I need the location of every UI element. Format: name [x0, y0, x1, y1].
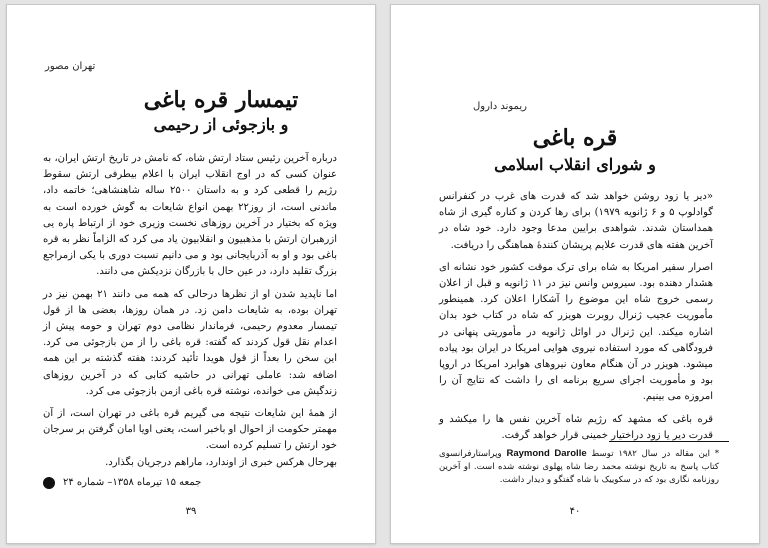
left-paragraph-2: اما ناپدید شدن او از نظرها درحالی که همه می دانند ۲۱ بهمن نیز در تهران بوده، به شایعات دامن زد. در همان روزها، بعضی ها از قول تیمسار معدوم رحیمی، فرماندار نظامی دوم تهران و حومه پیش از اعدام نقل قول کردند که گفته: قره باغی را از من بازجوئی می کرد. این سخن را بعداً از قول هویدا تأئید کردند: هفته گذشته بر این همه اضافه شد: عاملی تهرانی در حاشیه کتابی که در آخرین روزهای زندگیش می خوانده، نوشته قره باغی ازمن بازجوئی می کرد.	[43, 288, 337, 397]
left-paragraph-4: بهرحال هرکس خبری از اوندارد، ماراهم درجریان بگذارد.	[105, 456, 337, 468]
right-body-text	[439, 189, 713, 444]
issue-reference: جمعه ۱۵ تیرماه ۱۳۵۸– شماره ۲۴	[63, 476, 202, 488]
right-paragraph-2: اصرار سفیر امریکا به شاه برای ترک موقت کشور خود نشانه ای هشدار دهنده بود. سیروس وانس نیز در ۱۱ ژانویه و قبل از اعلان رسمی خروج شاه این موضوع را آشکارا اعلان کرد. همینطور مأموریت عجیب ژنرال روبرت هویزر که شاه در کتاب خود بدان اشاره میکند. این ژنرال در اوائل ژانویه در مأموریتی پنهانی در فرودگاهی که مورد استفاده نیروی هوایی امریکا در ایران بود پیاده میشود. هویزر در آن هنگام معاون نیروهای هوابرد امریکا در اروپا بود و مأموریت اجرای سریع برنامه ای را داشت که نتایج آن را امروزه می بینیم.	[439, 261, 713, 403]
left-title-line1: تیمسار قره باغی	[143, 87, 299, 113]
right-page	[390, 4, 760, 544]
left-paragraph-1: درباره آخرین رئیس ستاد ارتش شاه، که نامش در تاریخ ارتش ایران، به عنوان کسی که در اوج انقلاب ایران با اعلام بیطرفی ارتش سقوط رژیم را قطعی کرد و به داستان ۲۵۰۰ ساله شاهنشاهی؛ خاتمه داد، ماندنی است، از روز۲۲ بهمن انواع شایعات به گوش خورده است به ویژه که بختیار در آخرین روزهای نخست وزیری خود از ارتباط پاره یی ازرهبران ارتش با مذهبیون و انقلابیون یاد می کرد که الزاماً نظر به قره باغی بود و او به آذربایجانی بود و می دانیم نسبت دوری با یکی ازمراجع بزرگ تقلید دارد، در عین حال با بازرگان نزدیکش می دانند.	[43, 153, 338, 278]
left-reference-line	[43, 475, 337, 491]
right-paragraph-3: قره باغی که مشهد که رژیم شاه آخرین نفس ها را میکشد و قدرت دیر یا زود دراختیار خمینی قرار خواهد گرفت.	[439, 413, 713, 441]
right-title-line2: و شورای انقلاب اسلامی	[494, 155, 656, 174]
left-page-number: ۳۹	[185, 506, 197, 517]
right-page-number: ۴۰	[569, 506, 581, 517]
left-page-header: تهران مصور	[45, 61, 96, 72]
left-paragraph-3: از همهٔ این شایعات نتیجه می گیریم قره باغی در تهران است، از آن مهمتر حکومت از احوال او باخبر است، یعنی اویا امان گرفتن بر سرجان خود ارتش را تسلیم کرده است.	[43, 408, 337, 452]
bullet-dot-icon	[43, 477, 55, 489]
left-title-line2: و بازجوئی از رحیمی	[153, 115, 289, 134]
left-page	[6, 4, 376, 544]
right-title-line1: قره باغی	[532, 125, 618, 151]
right-paragraph-1: «دیر یا زود روشن خواهد شد که قدرت های غرب در کنفرانس گوادلوپ ۵ و ۶ ژانویه ۱۹۷۹) برای رها کردن و کناره گیری از شاه همداستان شدند. شواهدی برایین مدعا وجود دارد. خود شاه در آخرین هفته های قدرت علایم پریشان کنندهٔ هماهنگی را دریافت.	[439, 191, 714, 251]
footnote-suffix: وپراستارفرانسوی کتاب پاسخ به تاریخ نوشته محمد رضا شاه پهلوی نوشته شده است. او آخرین روزنامه نگاری بود که در سکوییک با شاه گفتگو و دیدار داشت.	[439, 449, 719, 485]
footnote	[439, 447, 719, 487]
footnote-prefix: * این مقاله در سال ۱۹۸۲ توسط	[591, 449, 720, 459]
footnote-author: Raymond Darolle	[506, 448, 587, 459]
left-body-text	[43, 151, 337, 491]
footnote-rule	[609, 441, 729, 442]
right-page-header: ریموند دارول	[473, 101, 527, 112]
